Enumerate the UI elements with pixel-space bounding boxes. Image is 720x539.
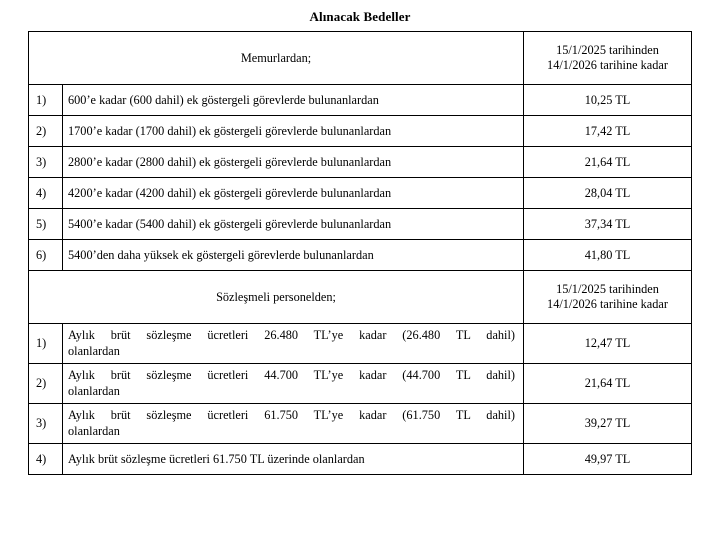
row-description-line-1: Aylık brüt sözleşme ücretleri 44.700 TL’ye kadar (44.700 TL dahil) — [68, 367, 515, 382]
row-description: 2800’e kadar (2800 dahil) ek göstergeli görevlerde bulunanlardan — [63, 147, 524, 178]
table-row — [29, 116, 692, 147]
row-description: 600’e kadar (600 dahil) ek göstergeli görevlerde bulunanlardan — [63, 85, 524, 116]
row-description-line-1: Aylık brüt sözleşme ücretleri 26.480 TL’ye kadar (26.480 TL dahil) — [68, 327, 515, 342]
row-amount: 10,25 TL — [524, 85, 692, 116]
period-line-2: 14/1/2026 tarihine kadar — [547, 58, 668, 72]
row-number: 5) — [29, 209, 63, 240]
table-row — [29, 209, 692, 240]
table-row — [29, 364, 692, 404]
period-line-1: 15/1/2025 tarihinden — [556, 42, 659, 57]
row-number: 4) — [29, 444, 63, 475]
table-row — [29, 444, 692, 475]
row-number: 3) — [29, 147, 63, 178]
row-amount: 12,47 TL — [524, 324, 692, 364]
row-amount: 39,27 TL — [524, 404, 692, 444]
row-description-line-2: olanlardan — [68, 423, 120, 438]
row-amount: 41,80 TL — [524, 240, 692, 271]
section-header-label: Memurlardan; — [29, 32, 524, 85]
table-row — [29, 240, 692, 271]
row-description — [63, 404, 524, 444]
row-amount: 28,04 TL — [524, 178, 692, 209]
row-amount: 21,64 TL — [524, 147, 692, 178]
section-header-period — [524, 271, 692, 324]
section-header-label: Sözleşmeli personelden; — [29, 271, 524, 324]
row-number: 2) — [29, 364, 63, 404]
table-row — [29, 324, 692, 364]
row-description — [63, 364, 524, 404]
row-description: 5400’den daha yüksek ek göstergeli görevlerde bulunanlardan — [63, 240, 524, 271]
section-header-row — [29, 32, 692, 85]
row-description: Aylık brüt sözleşme ücretleri 61.750 TL üzerinde olanlardan — [63, 444, 524, 475]
row-number: 4) — [29, 178, 63, 209]
row-number: 3) — [29, 404, 63, 444]
row-description — [63, 324, 524, 364]
row-amount: 17,42 TL — [524, 116, 692, 147]
period-line-1: 15/1/2025 tarihinden — [556, 281, 659, 296]
table-row — [29, 147, 692, 178]
section-header-period — [524, 32, 692, 85]
row-number: 1) — [29, 324, 63, 364]
period-line-2: 14/1/2026 tarihine kadar — [547, 297, 668, 311]
row-amount: 37,34 TL — [524, 209, 692, 240]
row-description: 5400’e kadar (5400 dahil) ek göstergeli görevlerde bulunanlardan — [63, 209, 524, 240]
row-description-line-2: olanlardan — [68, 383, 120, 398]
row-amount: 21,64 TL — [524, 364, 692, 404]
table-row — [29, 85, 692, 116]
fees-table — [28, 31, 692, 475]
row-description: 4200’e kadar (4200 dahil) ek göstergeli görevlerde bulunanlardan — [63, 178, 524, 209]
row-number: 2) — [29, 116, 63, 147]
row-number: 1) — [29, 85, 63, 116]
row-number: 6) — [29, 240, 63, 271]
section-header-row — [29, 271, 692, 324]
row-description-line-1: Aylık brüt sözleşme ücretleri 61.750 TL’ye kadar (61.750 TL dahil) — [68, 407, 515, 422]
document-page — [0, 9, 720, 539]
row-description-line-2: olanlardan — [68, 343, 120, 358]
table-row — [29, 178, 692, 209]
table-row — [29, 404, 692, 444]
row-description: 1700’e kadar (1700 dahil) ek göstergeli görevlerde bulunanlardan — [63, 116, 524, 147]
page-title: Alınacak Bedeller — [309, 9, 411, 24]
row-amount: 49,97 TL — [524, 444, 692, 475]
